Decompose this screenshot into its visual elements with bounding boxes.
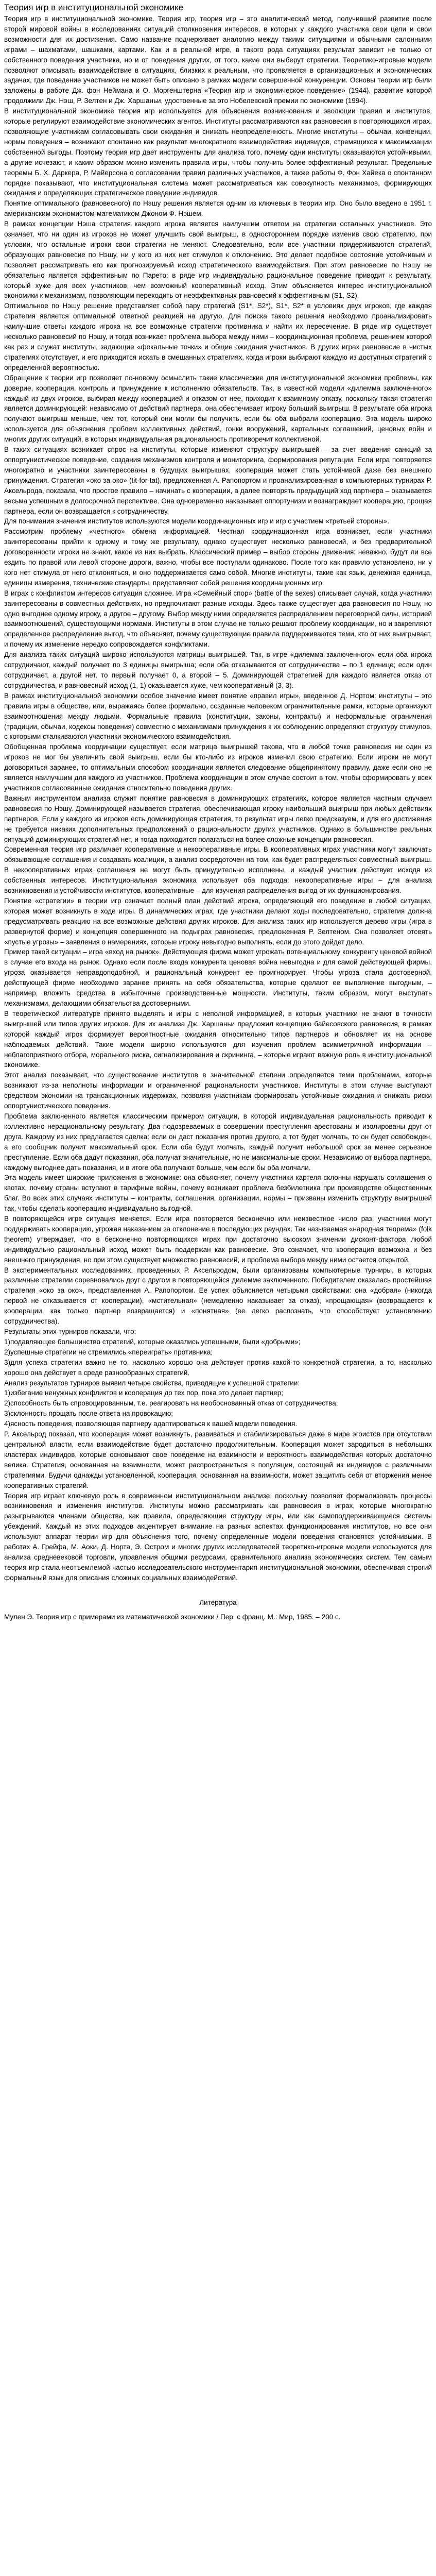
references-heading: Литература <box>199 1598 237 1606</box>
reference-item: Мулен Э. Теория игр с примерами из математической экономики / Пер. с франц. М.: Мир, 1985. – 200 с. <box>4 1613 341 1621</box>
paragraph: Анализ результатов турниров выявил четыре свойства, приводящие к успешной стратегии: <box>4 1379 300 1387</box>
paragraph: В институциональной экономике теория игр используется для объяснения возникновения и эволюции правил и институтов, которые регулируют взаимодействие экономических агентов. Институты рассматриваются как равновесия в повторяющихся играх, позволяющие участникам согласовывать свои ожидания и снижать неопределенность. Многие институты – обычаи, конвенции, нормы поведения – возникают спонтанно как результат многократного взаимодействия индивидов, стремящихся к максимизации собственной выгоды. Поэтому теория игр дает инструменты для анализа того, почему одни институты оказываются устойчивыми, а другие исчезают, и каким образом можно изменить правила игры, чтобы получить более эффективный результат. Предельные теоремы Б. Х. Даркера, Р. Майерсона о согласовании правил различных участников, а также работы Ф. Фон Хайека о спонтанном порядке показывают, что институциональная система может рассматриваться как совокупность механизмов, формирующих ожидания и определяющих стратегическое поведение индивидов. <box>4 107 432 197</box>
paragraph: 3)для успеха стратегии важно не то, насколько хорошо она действует против какой-то конкретной стратегии, а то, насколько хорошо она действует в среде разнообразных стратегий. <box>4 1358 432 1377</box>
paragraph: 2)успешные стратегии не стремились «переиграть» противника; <box>4 1348 213 1356</box>
paragraph: 1)избегание ненужных конфликтов и кооперация до тех пор, пока это делает партнер; <box>4 1389 283 1397</box>
paragraph: Результаты этих турниров показали, что: <box>4 1328 136 1335</box>
paragraph: В теоретической литературе принято выделять и игры с неполной информацией, в которых участники не знают в точности выигрышей или типов других игроков. Для их анализа Дж. Харшаньи предложил концепцию байесовского равновесия, в рамках которой каждый игрок формирует вероятностные ожидания относительно типов партнеров и обновляет их на основе наблюдаемых действий. Такие модели широко используются для изучения проблем асимметричной информации – неблагоприятного отбора, морального риска, сигнализирования и скрининга, – которые играют важную роль в институциональной экономике. <box>4 1009 432 1069</box>
paragraph: Теория игр в институциональной экономике. Теория игр, теория игр – это аналитический метод, получивший развитие после второй мировой войны в исследованиях ситуаций столкновения интересов, в которых у каждого участника свои цели и свои возможности для их достижения. Само название подчеркивает аналогию между такими ситуациями и обычными салонными играми – шахматами, шашками, картами. Как и в реальной игре, в такого рода ситуациях результат зависит не только от собственного поведения участника, но и от поведения других, от того, какие они выберут стратегии. Теоретико-игровые модели позволяют описывать взаимодействие в ситуациях, близких к реальным, что проявляется в организационных и экономических задачах, где поведение участников не может быть описано в рамках модели совершенной конкуренции. Основы теории игр были заложены в работе Дж. фон Неймана и О. Моргенштерна «Теория игр и экономическое поведение» (1944), развитие которой продолжили Дж. Нэш, Р. Зелтен и Дж. Харшаньи, удостоенные за это Нобелевской премии по экономике (1994). <box>4 15 432 105</box>
document-body <box>4 14 432 1583</box>
paragraph: В рамках концепции Нэша стратегия каждого игрока является наилучшим ответом на стратегии остальных участников. Это означает, что ни один из игроков не может улучшить свой выигрыш, в одностороннем порядке изменив свою стратегию, при условии, что остальные игроки свои стратегии не меняют. Следовательно, если все участники придерживаются стратегий, образующих равновесие по Нэшу, ни у кого из них нет стимулов к отклонению. Это делает подобное состояние устойчивым и позволяет рассматривать его как прогнозируемый исход стратегического взаимодействия. При этом равновесие по Нэшу не обязательно является эффективным по Парето: в ряде игр индивидуально рациональное поведение приводит к результату, который хуже для всех участников, чем возможный кооперативный исход. Этим объясняется интерес институциональной экономики к механизмам, позволяющим переходить от неэффективных равновесий к эффективным (S1, S2). <box>4 220 432 300</box>
paragraph: Обобщенная проблема координации существует, если матрица выигрышей такова, что в любой точке равновесия ни один из игроков не мог бы увеличить свой выигрыш, если бы кто-либо из игроков изменил свою стратегию. Если игроки не могут договориться заранее, то оптимальным способом координации является следование общепринятому правилу, даже если оно не является наилучшим для каждого из участников. Проблема координации в этом случае состоит в том, чтобы сформировать у всех участников согласованные ожидания относительно поведения других. <box>4 743 432 792</box>
paragraph: Рассмотрим проблему «честного» обмена информацией. Честная координационная игра возникает, если участники заинтересованы прийти к одному и тому же результату, однако существует несколько равновесий, и без предварительной договоренности игроки не знают, какое из них выбрать. Классический пример – выбор стороны движения: неважно, будут ли все ездить по правой или левой стороне дороги, важно, чтобы все поступали одинаково. После того как правило установлено, ни у кого нет стимула от него отклоняться, и оно поддерживается само собой. Многие институты, такие как язык, денежная единица, единицы измерения, технические стандарты, представляют собой решения координационных игр. <box>4 528 432 587</box>
paragraph: 4)ясность поведения, позволяющая партнеру адаптироваться к вашей модели поведения. <box>4 1420 298 1428</box>
paragraph: Для анализа таких ситуаций широко используются матрицы выигрышей. Так, в игре «дилемма заключенного» если оба игрока сотрудничают, каждый получает по 3 единицы выигрыша; если оба отказываются от сотрудничества – по 1 единице; если один сотрудничает, а другой нет, то первый получает 0, а второй – 5. Доминирующей стратегией для каждого является отказ от сотрудничества, и равновесный исход (1, 1) оказывается хуже, чем кооперативный (3, 3). <box>4 651 432 689</box>
paragraph: В рамках институциональной экономики особое значение имеет понятие «правил игры», введенное Д. Нортом: институты – это правила игры в обществе, или, выражаясь более формально, созданные человеком ограничительные рамки, которые организуют взаимоотношения между людьми. Формальные правила (конституции, законы, контракты) и неформальные ограничения (традиции, обычаи, кодексы поведения) совместно с механизмами принуждения к их соблюдению определяют структуру стимулов, с которыми сталкиваются участники экономического взаимодействия. <box>4 691 432 741</box>
paragraph: Для понимания значения институтов используются модели координационных игр и игр с участием «третьей стороны». <box>4 517 390 526</box>
paragraph: В повторяющейся игре ситуация меняется. Если игра повторяется бесконечно или неизвестное число раз, участники могут поддерживать кооперацию, угрожая наказанием за отклонение в последующих раундах. Так называемая «народная теорема» (folk theorem) утверждает, что в бесконечно повторяющихся играх при достаточно высоком значении дисконт-фактора любой индивидуально рациональный исход может быть поддержан как равновесие. Это означает, что кооперация возможна и без внешнего принуждения, но при этом существует множество равновесий, и проблема выбора между ними остается открытой. <box>4 1215 432 1264</box>
paragraph: 2)способность быть спровоцированным, т.е. реагировать на необоснованный отказ от сотрудничества; <box>4 1399 338 1408</box>
paragraph: В таких ситуациях возникает спрос на институты, которые изменяют структуру выигрышей – за счет введения санкций за оппортунистическое поведение, создания механизмов контроля и мониторинга, формирования репутации. Если игра повторяется многократно и участники заинтересованы в будущих выигрышах, кооперация может стать устойчивой даже без внешнего принуждения. Стратегия «око за око» (tit-for-tat), предложенная А. Рапопортом и проанализированная в компьютерных турнирах Р. Аксельрода, показала, что простое правило – начинать с кооперации, а далее повторять предыдущий ход партнера – оказывается весьма успешным в долгосрочной перспективе. Она одновременно наказывает оппортунизм и вознаграждает кооперацию, прощая партнера, если он возвращается к сотрудничеству. <box>4 446 432 515</box>
paragraph: 1)подавляющее большинство стратегий, которые оказались успешными, были «добрыми»; <box>4 1337 301 1346</box>
paragraph: Понятие «стратегии» в теории игр означает полный план действий игрока, определяющий его поведение в любой ситуации, которая может возникнуть в ходе игры. В динамических играх, где участники делают ходы последовательно, стратегия должна предусматривать реакцию на все возможные действия других игроков. Для анализа таких игр используется дерево игры (игра в развернутой форме) и концепция совершенного на подыграх равновесия, предложенная Р. Зелтеном. Она позволяет отсеять «пустые угрозы» – заявления о намерениях, которые игроку невыгодно выполнять, если до этого дойдет дело. <box>4 896 432 946</box>
paragraph: Эта модель имеет широкие приложения в экономике: она объясняет, почему участники картеля склонны нарушать соглашения о квотах, почему страны вступают в тарифные войны, почему возникает проблема безбилетника при производстве общественных благ. Во всех этих случаях институты – контракты, соглашения, организации, нормы – призваны изменить структуру выигрышей так, чтобы сделать кооперацию индивидуально выгодной. <box>4 1174 432 1213</box>
references-list <box>4 1612 432 1622</box>
paragraph: Этот анализ показывает, что существование институтов в значительной степени определяется теми проблемами, которые возникают из-за неполноты информации и ограниченной рациональности участников. Институты в этом случае выступают средством экономии на трансакционных издержках, позволяя участникам формировать устойчивые ожидания и снижать риски оппортунистического поведения. <box>4 1071 432 1110</box>
paragraph: Важным инструментом анализа служит понятие равновесия в доминирующих стратегиях, которое является частным случаем равновесия по Нэшу. Доминирующей называется стратегия, обеспечивающая игроку наибольший выигрыш при любых действиях партнеров. Если у каждого из игроков есть доминирующая стратегия, то результат игры легко предсказуем, и для его достижения не требуется никаких дополнительных предположений о рациональности других участников. Однако в большинстве реальных ситуаций доминирующих стратегий нет, и тогда приходится полагаться на более сложные концепции равновесия. <box>4 794 432 843</box>
paragraph: Р. Аксельрод показал, что кооперация может возникнуть, развиваться и стабилизироваться даже в мире эгоистов при отсутствии центральной власти, если взаимодействие будет достаточно продолжительным. Кооперация может зародиться в небольших кластерах индивидов, которые основывают свое поведение на взаимности и вероятность взаимодействия которых достаточно велика. Стратегия, основанная на взаимности, может распространиться в популяции, состоящей из индивидов с различными стратегиями. Будучи однажды установленной, кооперация, основанная на взаимности, может защитить себя от вторжения менее кооперативных стратегий. <box>4 1430 432 1489</box>
paragraph: Современная теория игр различает кооперативные и некооперативные игры. В кооперативных играх участники могут заключать обязывающие соглашения и создавать коалиции, а анализ сосредоточен на том, как будет распределяться совместный выигрыш. В некооперативных играх соглашения не могут быть принудительно исполнены, и каждый участник действует исходя из собственных интересов. Институциональная экономика использует оба подхода: некооперативные игры – для анализа возникновения и устойчивости институтов, кооперативные – для изучения распределения выгод от их функционирования. <box>4 845 432 895</box>
paragraph: Пример такой ситуации – игра «вход на рынок». Действующая фирма может угрожать потенциальному конкуренту ценовой войной в случае его входа на рынок. Однако если после входа конкурента ценовая война невыгодна и для самой действующей фирмы, угроза оказывается неправдоподобной, и рациональный конкурент ее проигнорирует. Чтобы угроза стала достоверной, действующей фирме необходимо заранее принять на себя обязательства, которые сделают ее выполнение выгодным, – например, вложить средства в избыточные производственные мощности. Институты, таким образом, могут выступать механизмами, делающими обязательства достоверными. <box>4 948 432 1007</box>
paragraph: В играх с конфликтом интересов ситуация сложнее. Игра «Семейный спор» (battle of the sexes) описывает случай, когда участники заинтересованы в совместных действиях, но предпочитают разные исходы. Здесь также существует два равновесия по Нэшу, но одно выгоднее одному игроку, а другое – другому. Выбор между ними определяется распределением переговорной силы, историей взаимоотношений, существующими нормами. Институты в этом случае не только решают проблему координации, но и закрепляют определенное распределение выгод, что объясняет, почему существующие правила поддерживаются теми, кто от них выигрывает, и почему их изменение нередко сопровождается конфликтами. <box>4 589 432 649</box>
paragraph: Понятие оптимального (равновесного) по Нэшу решения является одним из ключевых в теории игр. Оно было введено в 1951 г. американским экономистом-математиком Джоном Ф. Нэшем. <box>4 199 432 218</box>
paragraph: Оптимальное по Нэшу решение представляет собой пару стратегий (S1*, S2*), S1*, S2* в условиях двух игроков, где каждая стратегия является оптимальной ответной реакцией на другую. Для поиска такого решения необходимо проанализировать наилучшие ответы каждого игрока на все возможные стратегии противника и найти их пересечение. В ряде игр существует несколько равновесий по Нэшу, и тогда возникает проблема выбора между ними – координационная проблема, решением которой как раз и служат институты, задающие «фокальные точки» и общие ожидания участников. В других играх равновесие в чистых стратегиях отсутствует, и его приходится искать в смешанных стратегиях, когда игроки выбирают каждую из доступных стратегий с определенной вероятностью. <box>4 302 432 371</box>
paragraph: Обращение к теории игр позволяет по-новому осмыслить такие классические для институциональной экономики проблемы, как доверие, кооперация, контроль и принуждение к исполнению обязательств. Так, в известной модели «дилемма заключенного» каждый из двух игроков, выбирая между кооперацией и отказом от нее, приходит к взаимному отказу, поскольку такая стратегия является доминирующей: независимо от действий партнера, она обеспечивает игроку больший выигрыш. В результате оба игрока получают выигрыш меньше, чем тот, который они могли бы получить, если бы оба выбрали кооперацию. Эта модель широко используется для объяснения проблем коллективных действий, гонки вооружений, картельных соглашений, ценовых войн и многих других ситуаций, в которых индивидуальная рациональность противоречит коллективной. <box>4 374 432 444</box>
paragraph: Проблема заключенного является классическим примером ситуации, в которой индивидуальная рациональность приводит к коллективно нерациональному результату. Два подозреваемых в совершении преступления арестованы и изолированы друг от друга. Каждому из них предлагается сделка: если он даст показания против другого, а тот будет молчать, то он будет освобожден, а его сообщник получит максимальный срок. Если оба будут молчать, каждый получит небольшой срок за менее серьезное преступление. Если оба дадут показания, оба получат значительные, но не максимальные сроки. Независимо от выбора партнера, каждому выгоднее дать показания, и в итоге оба получают больше, чем если бы оба молчали. <box>4 1112 432 1172</box>
document-title: Теория игр в институциональной экономике <box>4 3 184 12</box>
paragraph: 3)склонность прощать после ответа на провокацию; <box>4 1410 173 1418</box>
paragraph: В экспериментальных исследованиях, проведенных Р. Аксельродом, были организованы компьютерные турниры, в которых различные стратегии соревновались друг с другом в повторяющейся дилемме заключенного. Победителем оказалась простейшая стратегия «око за око», представленная А. Рапопортом. Ее успех объясняется четырьмя свойствами: она «добрая» (никогда первой не отказывается от кооперации), «мстительная» (немедленно наказывает за отказ), «прощающая» (возвращается к кооперации, как только партнер возвращается) и «понятная» (ее легко распознать, что способствует установлению сотрудничества). <box>4 1266 432 1326</box>
paragraph: Теория игр играет ключевую роль в современном институциональном анализе, поскольку позволяет формализовать процессы возникновения и изменения институтов. Институты можно рассматривать как равновесия в играх, которые многократно разыгрываются членами общества, как правила, определяющие структуру игры, или как самоподдерживающиеся системы убеждений. Каждый из этих подходов акцентирует внимание на разных аспектах функционирования институтов, но все они используют аппарат теории игр для объяснения того, почему определенные модели поведения становятся устойчивыми. В работах А. Грейфа, М. Аоки, Д. Норта, Э. Остром и многих других исследователей теоретико-игровые модели используются для анализа средневековой торговли, управления общими ресурсами, сравнительного анализа экономических систем. Тем самым теория игр стала неотъемлемой частью исследовательского инструментария институциональной экономики, обеспечивая строгий формальный язык для описания сложных социальных взаимодействий. <box>4 1492 432 1582</box>
